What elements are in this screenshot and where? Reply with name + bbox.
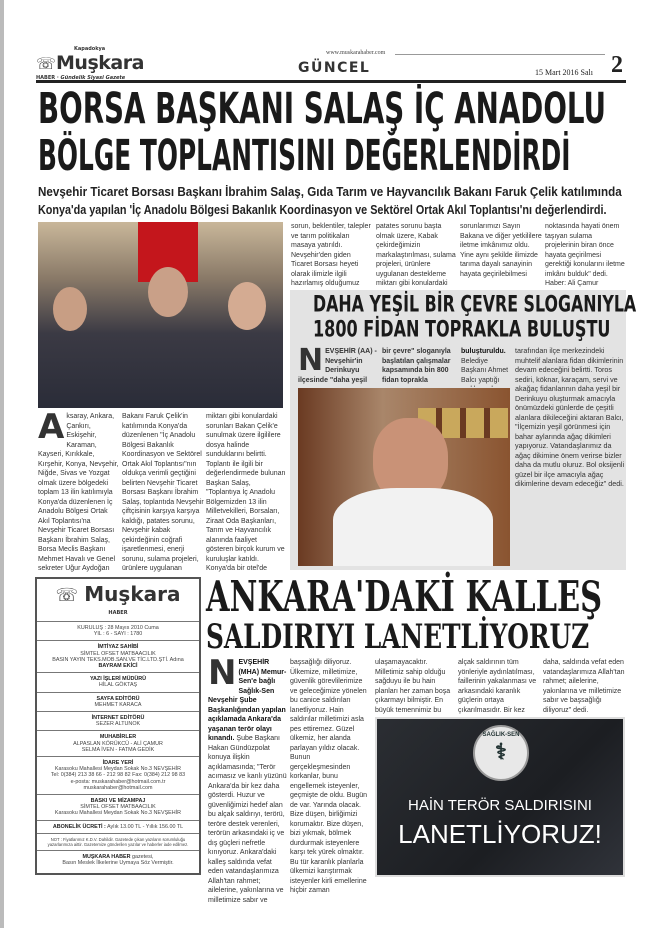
page-editor-title: SAYFA EDİTÖRÜ [96, 695, 140, 702]
article1-col-5: patates sorunu başta olmak üzere, Kabak çekirdeğimizin markalaştırılması, sulama projeleri, ürünlere uygulanan destekleme miktarı gibi konulardaki [376, 223, 456, 287]
article1-col-6: sorunlarımızı Sayın Bakana ve diğer yetkililere iletme imkânımız oldu. Yine aynı şekilde ilimizde tarıma dayalı sanayinin hayata geçirilebilmesi [460, 223, 542, 278]
header-rule [395, 54, 605, 55]
headline-3-line-1: ANKARA'DAKİ KALLEŞ [206, 571, 603, 622]
drop-cap: A [38, 412, 65, 447]
logo-icon: ☏ [55, 585, 85, 606]
article2-col-4: tarafından ilçe merkezindeki muhtelif alanlara fidan dikimlerinin devam edeceğini belirtti. Toros sediri, köknar, karaçam, servi ve akağaç fidanlarının daha yeşil bir Derinkuyu oluşturmak amacıyla önümüzdeki günlerde de çeşitli alanlara dikileceğini aktaran Balcı, "İlçemizin yeşil görünmesi için bahar aylarında ağaç dikimleri yapıyoruz. Vatandaşlarımız da ağaç dikimine önem verirse bizler daha da mutlu oluruz. Bol oksijenli güzel bir ilçe amacıyla ağaç dikimlerine devam edeceğiz" dedi. [515, 346, 625, 488]
banner-line-1: HAİN TERÖR SALDIRISINI [408, 797, 592, 814]
page-editor: MEHMET KARACA [94, 701, 142, 708]
masthead-logo [37, 579, 199, 622]
footer-name: MUŞKARA HABER [82, 853, 131, 860]
article2-lead-3 [461, 347, 512, 387]
logo-slogan: Gündelik Siyasi Gazete [60, 75, 126, 81]
article3-col-3: ulaşamayacaktır. Milletimiz sahip olduğu sağduyu ile bu hain planları her zaman boşa çıkarmayı bilmiştir. En büyük temennimiz bu [375, 659, 451, 714]
article1-col-4: sorun, beklentiler, talepler ve tarım politikaları masaya yatırıldı. Nevşehir'den giden Ticaret Borsası heyeti olarak ilimizle ilgili hazırlamış olduğumuz [291, 223, 371, 287]
article2-lead-2: bir çevre" sloganıyla başlatılan çalışmalar kapsamında bin 800 fidan toprakla [382, 348, 451, 384]
issue: YIL : 6 - SAYI : 1780 [93, 631, 143, 638]
saglik-sen-banner [375, 717, 625, 877]
reporters: SELMA İVEN - FATMA GEDİK [81, 746, 155, 753]
article3-col-5: daha, saldırıda vefat eden vatandaşlarımıza Allah'tan rahmet; ailelerine, yakınlarına ve milletimize sabır ve başsağlığı diliyoruz" dedi. [543, 659, 625, 714]
section-title: GÜNCEL [298, 60, 371, 76]
office-phone: Tel: 0(384) 213 38 66 - 212 98 82 Fax: 0(384) 212 98 83 [50, 772, 186, 779]
headline-3-line-2: SALDIRIYI LANETLİYORUZ [206, 617, 590, 657]
website-url: www.muskarahaber.com [326, 50, 386, 56]
web-editor-title: İNTERNET EDİTÖRÜ [91, 715, 145, 722]
article2-lead-1 [298, 347, 378, 387]
note: NOT : Fiyatlarımız K.D.V. Dahildir. Gazetede çıkan yazıların sorumluluğu yazarlarımıza aittir. Gazetemize gönderilen yazılar ve haberler iade edilmez. [37, 834, 199, 851]
logo-sub: HABER [36, 75, 56, 81]
print-title: BASKI VE MİZAMPAJ [90, 798, 146, 805]
article1-col-1-text: ksaray, Ankara, Çankırı, Eskişehir, Karaman, Kayseri, Kırıkkale, Kırşehir, Konya, Nevşehir, Niğde, Sivas ve Yozgat olmak üzere bölgedeki toplam 13 ilin katılımıyla Konya'da düzenlenen İç Anadolu Bölgesi Ortak Akıl Toplantısı'na Nevşehir Ticaret Borsası Başkanı İbrahim Salaş, Borsa Meclis Başkanı Mehmet Havalı ve Genel sekreter Uğur Aydoğan [38, 413, 119, 572]
footer-text: Basın Meslek İlkelerine Uymaya Söz Vermiştir. [62, 860, 174, 867]
reporters-title: MUHABİRLER [99, 734, 137, 741]
person [228, 282, 266, 330]
headline-1-line-1: BORSA BAŞKANI SALAŞ İÇ ANADOLU [38, 85, 607, 134]
office-address: Karasoku Mahallesi Meydan Sokak No.3 NEVŞEHİR [54, 766, 182, 773]
logo-icon: ☏ [36, 54, 57, 73]
article3-col-4: alçak saldırının tüm yönleriyle aydınlatılması, faillerinin yakalanması ve arkasındaki karanlık güçlerin ortaya çıkarılmasıdır. Bir kez [458, 659, 537, 714]
article2-lead-3-text: Belediye Başkanı Ahmet Balcı yaptığı [461, 357, 509, 384]
article3-col-1 [208, 658, 288, 916]
printer: SİMTEL OFSET MATBAACILIK [80, 804, 156, 811]
saglik-sen-logo-text: SAĞLIK-SEN [482, 732, 520, 738]
editor: HİLAL GÖKTAŞ [98, 682, 138, 689]
founded: KURULUŞ : 28 Mayıs 2010 Cuma [77, 625, 159, 631]
logo-top: Kapadokya [74, 46, 106, 52]
person-shirt [333, 488, 493, 566]
headline-2-line-1: DAHA YEŞİL BİR ÇEVRE SLOGANIYLA [313, 291, 637, 318]
article2-lead-1-text: EVŞEHİR (AA) - Nevşehir'in Derinkuyu ilçesinde "daha yeşil [298, 348, 377, 384]
person [53, 287, 87, 331]
owner: BASIN YAYIN TEKS.MOB.SAN.VE TİC.LTD.ŞTİ. Adına [52, 656, 184, 663]
masthead-logo-sub: HABER [108, 610, 128, 616]
subscription-title: ABONELİK ÜCRETİ : [52, 823, 106, 830]
banner-line-2: LANETLİYORUZ! [398, 819, 602, 849]
drop-cap: N [208, 658, 237, 693]
subheadline-line-1: Nevşehir Ticaret Borsası Başkanı İbrahim Salaş, Gıda Tarım ve Hayvancılık Bakanı Faruk Çelik katılımında [38, 185, 622, 199]
caduceus-icon: ⚕ [495, 739, 507, 764]
article3-col-1-text: Şube Başkanı Hakan Gündüzpolat konuya ilişkin açıklamasında; "Terör acımasız ve kanlı yüzünü Ankara'da bir kez daha gösterdi. Huzur ve güvenliğimizi hedef alan bu alçak saldırıyı, terörü, teröre destek verenleri, terörün arkasındaki iç ve dış güçleri nefretle kınıyoruz. Ankara'daki kalleş saldırıda vefat eden vatandaşlarımıza Allah'tan rahmet; ailelerine, yakınlarına ve milletimize sabır ve [208, 735, 287, 904]
owner: SİMTEL OFSET MATBAACILIK [80, 650, 156, 657]
owner-title: İMTİYAZ SAHİBİ [97, 644, 139, 651]
office-email: muskarahaber@hotmail.com [83, 784, 153, 791]
article1-col-1 [38, 412, 120, 574]
masthead-box [35, 577, 201, 875]
page-number: 2 [611, 52, 623, 78]
subheadline-line-2: Konya'da yapılan 'İç Anadolu Bölgesi Bakanlık Koordinasyon ve Sektörel Ortak Akıl Toplantısı'nı değerlendirdi. [38, 203, 607, 217]
article1-col-3: miktarı gibi konulardaki sorunları Bakan Çelik'e sunulmak üzere ilgililere dosya halinde sunduklarını belirtti. Toplantı ile ilgili bir değerlendirmede bulunan Başkan Salaş, "Toplantıya İç Anadolu Bölgemizden 13 ilin Milletvekilleri, Borsaları, Ziraat Oda Başkanları, Tarım ve Hayvancılık alanında faaliyet gösteren birçok kurum ve kuruluşlar katıldı. Konya'da bir otel'de [206, 413, 286, 572]
web-editor: SEZER ALTUNOK [95, 721, 141, 728]
article3-col-2: başsağlığı diliyoruz. Ülkemize, milletimize, güvenlik görevlilerimize ve geleceğimize yönelen bu canice saldırıları lanetliyoruz. Hain saldırılar milletimizi asla pes ettiremez. Güzel ülkemiz, her alanda parlayan yıldız olacak. Bunun gerçekleşmesinden korkanlar, bunu engellemek isteyenler, geçmişte de oldu. Bugün de var. Yarında olacak. Bize düşen, birliğimizi korumaktır. Bize düşen, bizi yıkmak, bölmek durdurmak isteyenlere karşı tek yürek olmaktır. Bu tür karanlık planlarla ülkemizi karıştırmak isteyenler kirli emellerine hiçbir zaman [290, 659, 368, 894]
owner: BAYRAM EKİCİ [98, 663, 138, 670]
page-edge [0, 0, 4, 928]
person [148, 267, 188, 317]
printer-address: Karasoku Mahallesi Meydan Sokak No.3 NEVŞEHİR [54, 810, 182, 817]
headline-2-line-2: 1800 FİDAN TOPRAKLA BULUŞTU [313, 316, 611, 343]
editor-title: YAZI İŞLERİ MÜDÜRÜ [89, 676, 147, 683]
newspaper-logo: Kapadokya ☏Muşkara HABER · Gündelik Siyasi Gazete [36, 46, 144, 81]
reporters: ALPASLAN KÖRÜKCÜ - ALİ ÇAMUR [73, 740, 163, 747]
saglik-sen-logo [473, 725, 529, 781]
office-email: e-posta: muskarahaber@hotmail.com.tr [70, 778, 166, 785]
masthead-logo-text: Muşkara [84, 582, 181, 606]
article3-lead: EVŞEHİR (MHA) Memur-Sen'e bağlı Sağlık-Sen Nevşehir Şube Başkanlığından yapılan açıklamada Ankara'da yaşanan terör olayı kınandı. [208, 659, 287, 742]
article1-col-7: noktasında hayati önem taşıyan sulama projelerinin biran önce hayata geçirilmesi gerektiği konularını iletme imkânı bulduk" dedi. Haber: Ali Çamur [545, 223, 625, 287]
article1-col-2: Bakanı Faruk Çelik'in katılımında Konya'da düzenlenen "İç Anadolu Bölgesi Bakanlık Koordinasyon ve Sektörel Ortak Akıl Toplantısı"nın oldukça verimli geçtiğini belirten Nevşehir Ticaret Borsası Başkanı İbrahim Salaş, toplantıda Nevşehir çiftçisinin karşıya karşıya kaldığı, patates sorunu, Nevşehir kabak çekirdeğinin coğrafi işaretlenmesi, enerji sorunu, sulama projeleri, ürünlere uygulanan [122, 413, 204, 572]
article2-lead-3-bold: buluşturuldu. [461, 348, 506, 355]
office-title: İDARE YERİ [102, 760, 134, 767]
header-double-rule [36, 80, 626, 83]
drop-cap: N [298, 347, 324, 378]
mayor-photo [298, 388, 510, 566]
issue-date: 15 Mart 2016 Salı [535, 68, 593, 77]
logo-text: Muşkara [56, 52, 144, 74]
meeting-photo [38, 222, 283, 408]
footer-text: gazetesi, [131, 853, 154, 860]
subscription-price: Aylık 13.00 TL - Yıllık 156.00 TL [107, 823, 184, 830]
headline-1-line-2: BÖLGE TOPLANTISINI DEĞERLENDİRDİ [38, 132, 571, 181]
